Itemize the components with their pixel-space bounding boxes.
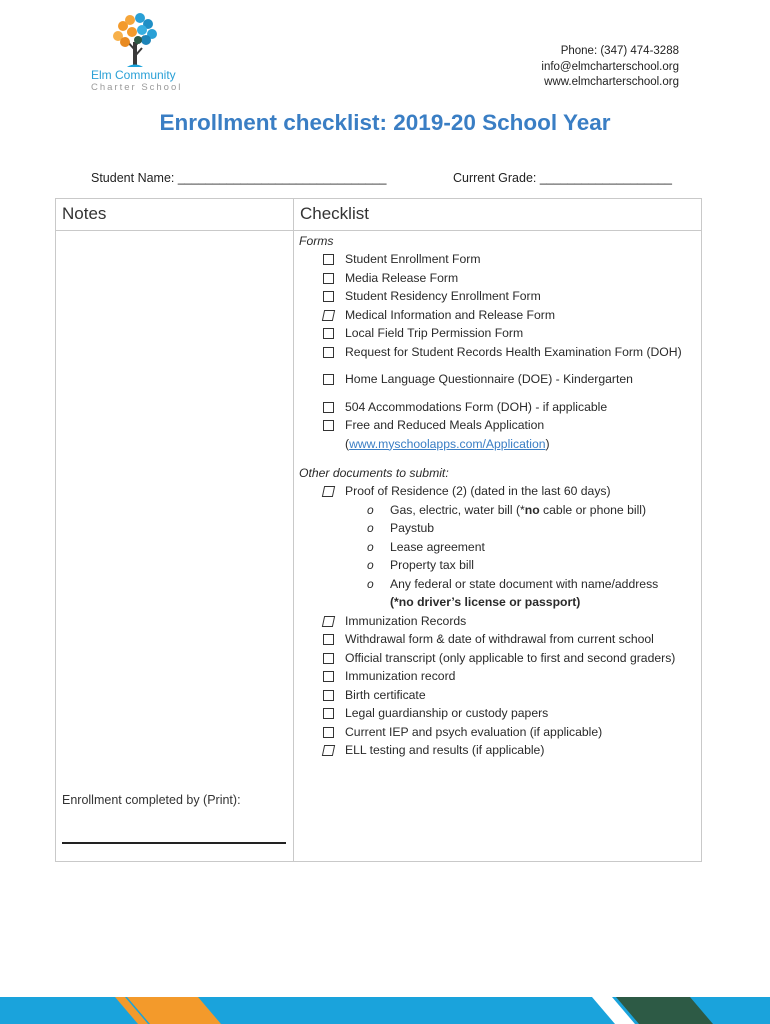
list-item: Birth certificate — [299, 686, 701, 705]
sub-list-item: o Any federal or state document with name/address — [299, 575, 701, 594]
checkbox-icon[interactable] — [323, 347, 334, 358]
website-text: www.elmcharterschool.org — [544, 76, 679, 88]
checkbox-icon[interactable] — [323, 690, 334, 701]
other-documents-heading: Other documents to submit: — [299, 466, 449, 480]
other-documents-list — [299, 482, 701, 501]
checkbox-icon[interactable] — [323, 634, 334, 645]
list-item: ELL testing and results (if applicable) — [299, 741, 701, 760]
forms-list — [299, 250, 701, 435]
checkbox-icon[interactable] — [322, 745, 335, 756]
circle-bullet-icon: o — [367, 521, 374, 535]
checkbox-icon[interactable] — [323, 402, 334, 413]
student-name-field[interactable]: Student Name: ______________________________ — [91, 171, 387, 185]
list-item: Medical Information and Release Form — [299, 306, 701, 325]
list-item: Immunization record — [299, 667, 701, 686]
forms-heading: Forms — [299, 234, 334, 248]
checkbox-icon[interactable] — [323, 708, 334, 719]
residence-sublist — [299, 501, 701, 594]
footer-stripe — [0, 997, 770, 1024]
phone-text: Phone: (347) 474-3288 — [560, 45, 679, 57]
list-item: Withdrawal form & date of withdrawal from current school — [299, 630, 701, 649]
sub-list-item: o Paystub — [299, 519, 701, 538]
list-item: Official transcript (only applicable to first and second graders) — [299, 649, 701, 668]
checklist-header: Checklist — [294, 199, 702, 231]
checkbox-icon[interactable] — [322, 616, 335, 627]
list-item: Free and Reduced Meals Application — [299, 416, 701, 435]
page-title: Enrollment checklist: 2019-20 School Year — [159, 110, 611, 135]
notes-cell[interactable] — [56, 231, 294, 862]
meals-link-line: (www.myschoolapps.com/Application) — [345, 436, 550, 451]
signature-line[interactable] — [62, 842, 286, 844]
circle-bullet-icon: o — [367, 502, 374, 517]
circle-bullet-icon: o — [367, 539, 374, 554]
checkbox-icon[interactable] — [323, 328, 334, 339]
checkbox-icon[interactable] — [323, 254, 334, 265]
contact-block — [541, 44, 679, 91]
checkbox-icon[interactable] — [322, 310, 335, 321]
enrollment-table — [55, 198, 702, 862]
list-item: Immunization Records — [299, 612, 701, 631]
sub-list-item: o Property tax bill — [299, 556, 701, 575]
sub-list-item: o Lease agreement — [299, 538, 701, 557]
circle-bullet-icon: o — [367, 576, 374, 591]
school-subtitle: Charter School — [91, 82, 183, 93]
list-item: Proof of Residence (2) (dated in the last 60 days) — [299, 482, 701, 501]
school-name: Elm Community — [91, 68, 176, 82]
sub-list-item: o Gas, electric, water bill (*no cable or phone bill) — [299, 501, 701, 520]
list-item: 504 Accommodations Form (DOH) - if applicable — [299, 398, 701, 417]
list-item: Request for Student Records Health Examination Form (DOH) — [299, 343, 701, 362]
checkbox-icon[interactable] — [323, 420, 334, 431]
checkbox-icon[interactable] — [323, 374, 334, 385]
checkbox-icon[interactable] — [323, 727, 334, 738]
list-item: Home Language Questionnaire (DOE) - Kindergarten — [299, 370, 701, 389]
current-grade-field[interactable]: Current Grade: ___________________ — [453, 171, 672, 185]
school-logo — [84, 12, 184, 96]
email-text: info@elmcharterschool.org — [541, 60, 679, 73]
federal-note: (*no driver’s license or passport) — [390, 595, 581, 609]
checkbox-icon[interactable] — [323, 291, 334, 302]
checkbox-icon[interactable] — [322, 486, 335, 497]
meals-application-link[interactable]: www.myschoolapps.com/Application — [349, 436, 546, 451]
list-item: Student Enrollment Form — [299, 250, 701, 269]
student-fields — [91, 171, 672, 185]
list-item: Media Release Form — [299, 269, 701, 288]
list-item: Legal guardianship or custody papers — [299, 704, 701, 723]
tree-logo-icon — [112, 12, 158, 68]
list-item: Local Field Trip Permission Form — [299, 324, 701, 343]
list-item: Current IEP and psych evaluation (if applicable) — [299, 723, 701, 742]
checkbox-icon[interactable] — [323, 671, 334, 682]
checkbox-icon[interactable] — [323, 273, 334, 284]
list-item: Student Residency Enrollment Form — [299, 287, 701, 306]
checklist-cell — [294, 231, 702, 862]
completed-by-label: Enrollment completed by (Print): — [62, 793, 241, 807]
other-documents-list-2 — [299, 612, 701, 760]
checkbox-icon[interactable] — [323, 653, 334, 664]
notes-header: Notes — [56, 199, 294, 231]
circle-bullet-icon: o — [367, 558, 374, 572]
